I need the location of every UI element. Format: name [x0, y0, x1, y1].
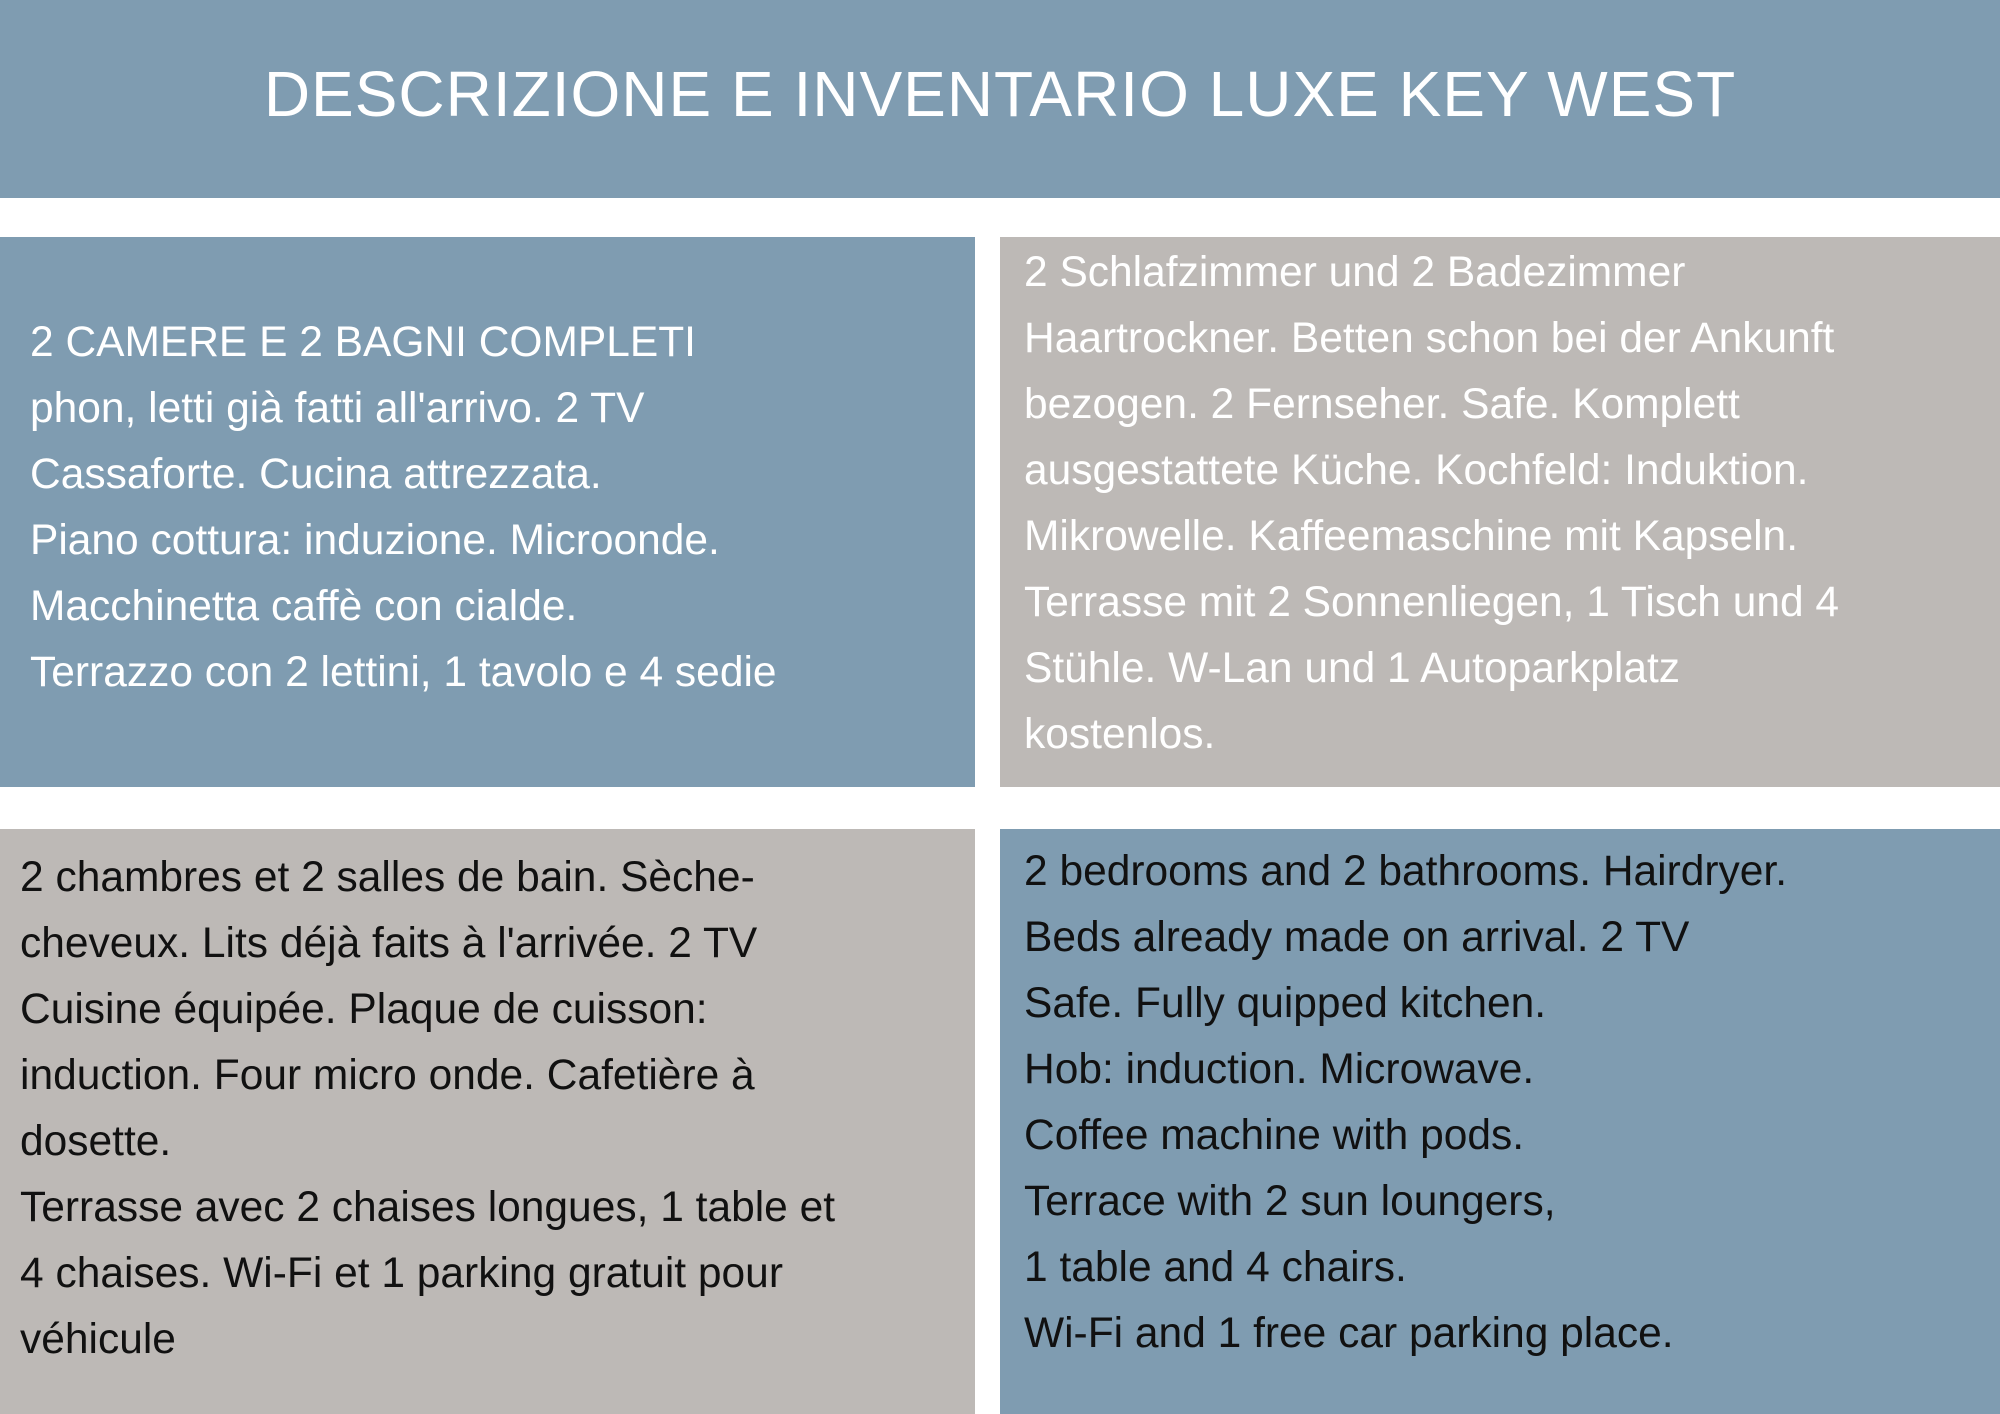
text-line: Cassaforte. Cucina attrezzata.: [30, 451, 602, 498]
text-line: 2 chambres et 2 salles de bain. Sèche-: [20, 854, 755, 901]
header-banner: [0, 0, 2000, 198]
text-line: véhicule: [20, 1316, 176, 1363]
text-line: Mikrowelle. Kaffeemaschine mit Kapseln.: [1024, 513, 1799, 560]
text-line: Stühle. W-Lan und 1 Autoparkplatz: [1024, 645, 1681, 692]
text-line: Piano cottura: induzione. Microonde.: [30, 517, 720, 564]
text-line: 4 chaises. Wi-Fi et 1 parking gratuit pour: [20, 1250, 783, 1297]
text-line: induction. Four micro onde. Cafetière à: [20, 1052, 755, 1099]
german-description-panel: [1000, 237, 2000, 787]
text-line: 2 Schlafzimmer und 2 Badezimmer: [1024, 249, 1686, 296]
text-line: Terrasse mit 2 Sonnenliegen, 1 Tisch und 4: [1024, 579, 1840, 626]
text-line: Safe. Fully quipped kitchen.: [1024, 980, 1547, 1027]
text-line: Terrace with 2 sun loungers,: [1024, 1178, 1556, 1225]
english-description-panel: [1000, 829, 2000, 1414]
text-line: Hob: induction. Microwave.: [1024, 1046, 1535, 1093]
page-title: DESCRIZIONE E INVENTARIO LUXE KEY WEST: [263, 58, 1737, 130]
text-line: ausgestattete Küche. Kochfeld: Induktion.: [1024, 447, 1809, 494]
text-line: Haartrockner. Betten schon bei der Ankunft: [1024, 315, 1835, 362]
text-line: Beds already made on arrival. 2 TV: [1024, 914, 1690, 961]
text-line: kostenlos.: [1024, 711, 1216, 758]
text-line: Terrazzo con 2 lettini, 1 tavolo e 4 sedie: [30, 649, 777, 696]
text-line: cheveux. Lits déjà faits à l'arrivée. 2 TV: [20, 920, 758, 967]
text-line: dosette.: [20, 1118, 172, 1165]
text-line: 2 CAMERE E 2 BAGNI COMPLETI: [30, 319, 696, 366]
text-line: Terrasse avec 2 chaises longues, 1 table et: [20, 1184, 836, 1231]
french-description-panel: [0, 829, 975, 1414]
text-line: bezogen. 2 Fernseher. Safe. Komplett: [1024, 381, 1740, 428]
text-line: Macchinetta caffè con cialde.: [30, 583, 578, 630]
text-line: phon, letti già fatti all'arrivo. 2 TV: [30, 385, 645, 432]
italian-description-panel: [0, 237, 975, 787]
text-line: 1 table and 4 chairs.: [1024, 1244, 1407, 1291]
text-line: Wi-Fi and 1 free car parking place.: [1024, 1310, 1674, 1357]
text-line: 2 bedrooms and 2 bathrooms. Hairdryer.: [1024, 848, 1788, 895]
text-line: Coffee machine with pods.: [1024, 1112, 1525, 1159]
text-line: Cuisine équipée. Plaque de cuisson:: [20, 986, 708, 1033]
